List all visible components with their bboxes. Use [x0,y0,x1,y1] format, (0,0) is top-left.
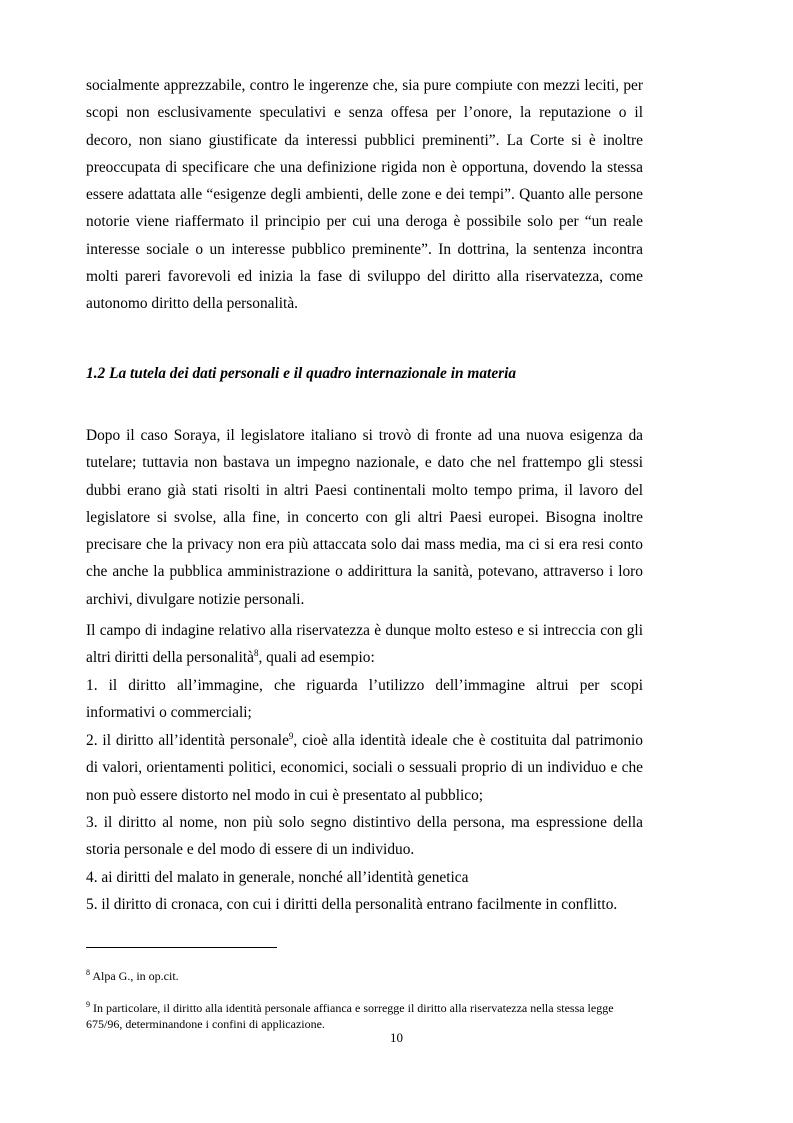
paragraph-soraya-case: Dopo il caso Soraya, il legislatore italiano si trovò di fronte ad una nuova esigenza da tutelare; tuttavia non bastava un impegno nazionale, e dato che nel frattempo gli stessi dubbi erano già stati risolti in altri Paesi continentali molto tempo prima, il lavoro del legislatore si svolse, alla fine, in concerto con gli altri Paesi europei. Bisogna inoltre precisare che la privacy non era più attaccata solo dai mass media, ma ci si era resi conto che anche la pubblica amministrazione o addirittura la sanità, potevano, attraverso i loro archivi, divulgare notizie personali. [86,427,643,608]
list-item-name-right: 3. il diritto al nome, non più solo segno distintivo della persona, ma espressione della storia personale e del modo di essere di un individuo. [86,814,643,859]
footnote-ref-8: 8 [253,648,259,659]
footnote-8-text: Alpa G., in op.cit. [92,969,179,983]
section-heading: 1.2 La tutela dei dati personali e il quadro internazionale in materia [86,365,517,382]
list-item-image-right: 1. il diritto all’immagine, che riguarda l’utilizzo dell’immagine altrui per scopi informativi o commerciali; [86,677,643,722]
footnote-9-mark: 9 [86,1000,90,1009]
list-item-personal-identity [86,727,643,809]
list-item2-tail: , cioè alla identità ideale che è costituita dal patrimonio di valori, orientamenti politici, economici, sociali o sessuali proprio di un individuo e che non può essere distorto nel modo in cui è presentato al pubblico; [86,732,643,804]
footnote-separator [86,947,277,948]
footnote-9 [86,1000,643,1032]
paragraph3-text: Il campo di indagine relativo alla riservatezza è dunque molto esteso e si intreccia con gli altri diritti della personalità [86,622,643,667]
footnote-8-mark: 8 [86,968,90,977]
paragraph-privacy-definition: socialmente apprezzabile, contro le ingerenze che, sia pure compiute con mezzi leciti, per scopi non esclusivamente speculativi e senza offesa per l’onore, la reputazione o il decoro, non siano giustificate da interessi pubblici preminenti”. La Corte si è inoltre preoccupata di specificare che una definizione rigida non è opportuna, dovendo la stessa essere adattata alle “esigenze degli ambienti, delle zone e dei tempi”. Quanto alle persone notorie viene riaffermato il principio per cui una deroga è possibile solo per “un reale interesse sociale o un interesse pubblico preminente”. In dottrina, la sentenza incontra molti pareri favorevoli ed inizia la fase di sviluppo del diritto alla riservatezza, come autonomo diritto della personalità. [86,77,643,313]
list-item-news-reporting: 5. il diritto di cronaca, con cui i diritti della personalità entrano facilmente in conflitto. [86,896,618,913]
list-item2-text: 2. il diritto all’identità personale [86,732,289,749]
footnote-ref-9: 9 [288,731,294,741]
page-number: 10 [390,1030,403,1045]
list-item-patient-rights: 4. ai diritti del malato in generale, nonché all’identità genetica [86,869,469,886]
paragraph3-tail: , quali ad esempio: [258,649,375,667]
paragraph-field-of-inquiry [86,617,643,672]
footnote-9-text: In particolare, il diritto alla identità personale affianca e sorregge il diritto alla riservatezza nella stessa legge 675/96, determinandone i confini di applicazione. [86,1001,614,1031]
footnote-8 [86,968,643,984]
